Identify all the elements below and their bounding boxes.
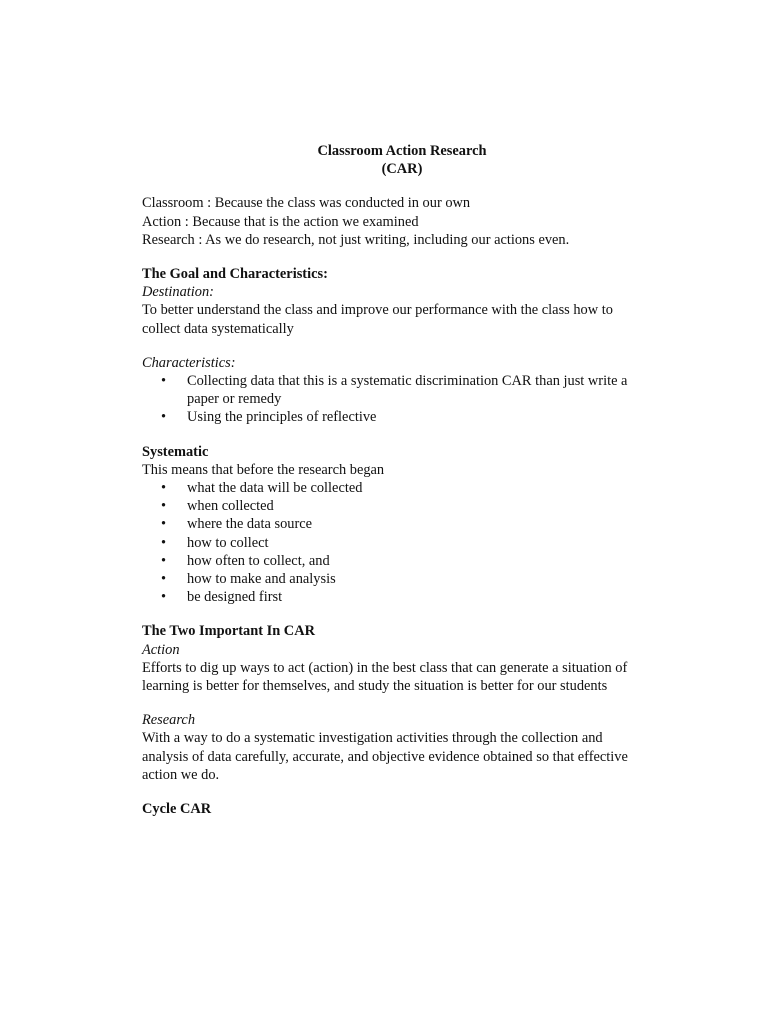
list-item-text: be designed first: [187, 589, 283, 606]
list-item-text: how often to collect, and: [187, 552, 330, 569]
list-item: [142, 497, 662, 515]
characteristics-label: Characteristics:: [142, 354, 236, 371]
list-item: [142, 372, 662, 408]
document-title: Classroom Action Research: [317, 143, 487, 159]
list-item-text: what the data will be collected: [187, 480, 363, 497]
research-text-line2: analysis of data carefully, accurate, and objective evidence obtained so that effective: [142, 748, 628, 765]
list-item-text: Using the principles of reflective: [187, 409, 377, 426]
list-item-text: how to make and analysis: [187, 571, 336, 588]
bullet-icon: •: [161, 373, 167, 390]
list-item-text: when collected: [187, 498, 274, 515]
goal-heading: The Goal and Characteristics:: [142, 266, 328, 283]
definition-classroom: Classroom : Because the class was conducted in our own: [142, 195, 471, 212]
destination-label: Destination:: [142, 284, 214, 301]
list-item-text: how to collect: [187, 534, 269, 551]
action-label: Action: [142, 641, 180, 658]
bullet-icon: •: [161, 498, 167, 515]
bullet-icon: •: [161, 589, 167, 606]
list-item: [142, 479, 662, 497]
list-item: [142, 588, 662, 606]
definition-research: Research : As we do research, not just writing, including our actions even.: [142, 231, 570, 248]
action-text-line1: Efforts to dig up ways to act (action) in the best class that can generate a situation of: [142, 659, 628, 676]
systematic-heading: Systematic: [142, 443, 209, 460]
two-important-heading: The Two Important In CAR: [142, 623, 315, 640]
list-item: [142, 515, 662, 533]
list-item: [142, 570, 662, 588]
destination-text-line2: collect data systematically: [142, 320, 294, 337]
destination-text-line1: To better understand the class and improve our performance with the class how to: [142, 302, 613, 319]
bullet-icon: •: [161, 409, 167, 426]
research-text-line1: With a way to do a systematic investigation activities through the collection and: [142, 730, 603, 747]
list-item-text: Collecting data that this is a systematic discrimination CAR than just write a paper or remedy: [187, 373, 628, 408]
systematic-list: [142, 479, 662, 606]
document-subtitle: (CAR): [381, 161, 423, 178]
bullet-icon: •: [161, 571, 167, 588]
definition-action: Action : Because that is the action we examined: [142, 213, 419, 230]
characteristics-list: [142, 372, 662, 427]
bullet-icon: •: [161, 552, 167, 569]
list-item: [142, 552, 662, 570]
bullet-icon: •: [161, 534, 167, 551]
bullet-icon: •: [161, 480, 167, 497]
systematic-intro: This means that before the research began: [142, 461, 385, 478]
research-label: Research: [142, 712, 196, 729]
list-item: [142, 408, 662, 426]
document-body: [142, 142, 662, 818]
bullet-icon: •: [161, 516, 167, 533]
research-text-line3: action we do.: [142, 766, 220, 783]
list-item: [142, 534, 662, 552]
action-text-line2: learning is better for themselves, and study the situation is better for our students: [142, 678, 608, 695]
cycle-heading: Cycle CAR: [142, 801, 212, 818]
list-item-text: where the data source: [187, 516, 313, 533]
